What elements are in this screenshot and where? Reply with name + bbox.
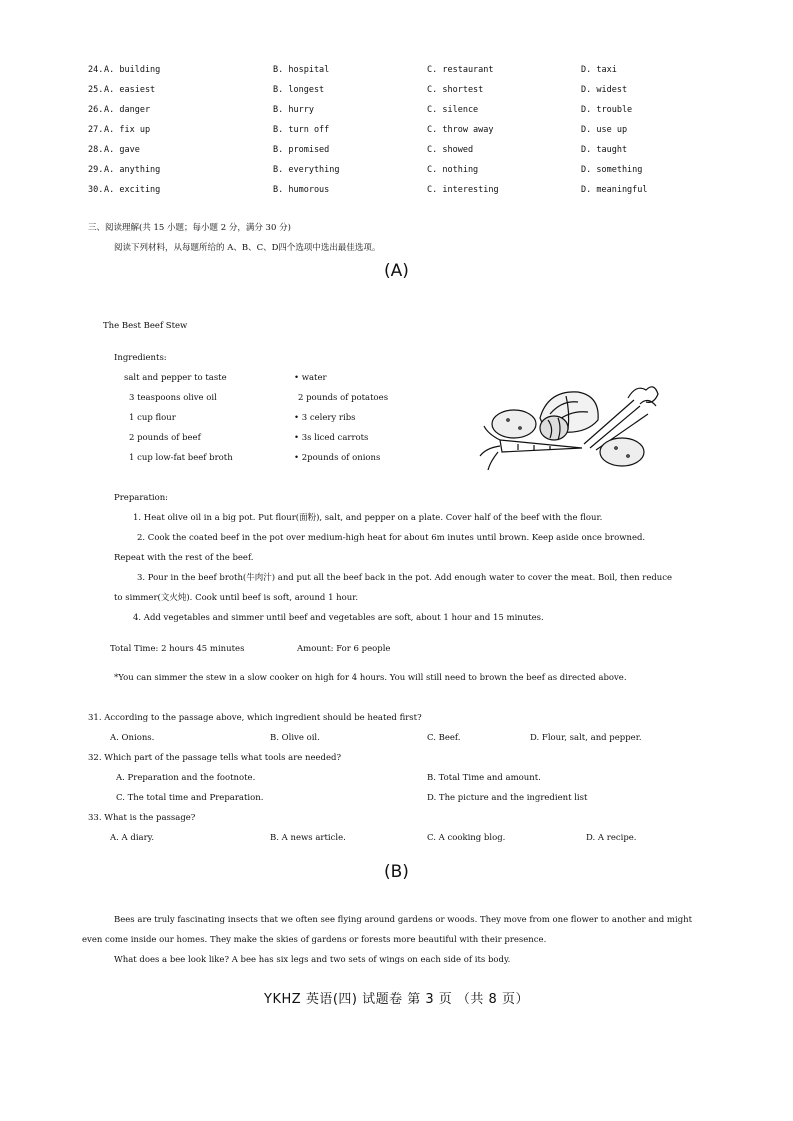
option-c: C. restaurant — [427, 65, 494, 75]
answer-option: B. A news article. — [270, 833, 346, 843]
option-d: D. use up — [581, 125, 628, 135]
option-a: A. easiest — [104, 85, 156, 95]
option-num: 25. — [88, 85, 104, 95]
option-a: A. danger — [104, 105, 151, 115]
ingredients-label: Ingredients: — [114, 353, 167, 363]
option-b: B. turn off — [273, 125, 330, 135]
option-d: D. something — [581, 165, 643, 175]
option-b: B. everything — [273, 165, 340, 175]
question-stem: 33. What is the passage? — [88, 813, 196, 823]
ingredient-item: • 3s liced carrots — [294, 433, 369, 443]
ingredient-item: 1 cup low-fat beef broth — [129, 453, 233, 463]
section-instruction: 阅读下列材料，从每题所给的 A、B、C、D四个选项中选出最佳选项。 — [114, 243, 381, 253]
section-heading: 三、阅读理解(共 15 小题；每小题 2 分，满分 30 分) — [88, 223, 291, 233]
option-c: C. nothing — [427, 165, 479, 175]
option-b: B. promised — [273, 145, 330, 155]
ingredient-item: • water — [294, 373, 327, 383]
option-b: B. humorous — [273, 185, 330, 195]
step-line: 2. Cook the coated beef in the pot over medium-high heat for about 6m inutes until brown. Keep aside once browned. — [137, 533, 646, 543]
ingredient-item: • 3 celery ribs — [294, 413, 356, 423]
question-stem: 31. According to the passage above, which ingredient should be heated first? — [88, 713, 422, 723]
vegetables-illustration — [478, 378, 660, 478]
step-line: 3. Pour in the beef broth(牛肉汁) and put all the beef back in the pot. Add enough water to cover the meat. Boil, then reduce — [137, 573, 673, 583]
onion-icon — [540, 416, 568, 440]
answer-option: A. Preparation and the footnote. — [116, 773, 256, 783]
option-c: C. silence — [427, 105, 479, 115]
option-d: D. meaningful — [581, 185, 648, 195]
question-stem: 32. Which part of the passage tells what tools are needed? — [88, 753, 342, 763]
preparation-label: Preparation: — [114, 493, 169, 503]
option-num: 26. — [88, 105, 104, 115]
paragraph-line: Bees are truly fascinating insects that we often see flying around gardens or woods. They move from one flower to another and might — [114, 915, 693, 925]
ingredient-item: salt and pepper to taste — [124, 373, 227, 383]
answer-option: A. A diary. — [110, 833, 155, 843]
answer-option: B. Total Time and amount. — [427, 773, 541, 783]
option-d: D. widest — [581, 85, 628, 95]
paragraph-line: even come inside our homes. They make the skies of gardens or forests more beautiful with their presence. — [82, 935, 547, 945]
passage-a-label: (A) — [384, 261, 409, 281]
total-time: Total Time: 2 hours 45 minutes — [110, 644, 245, 654]
option-a: A. anything — [104, 165, 161, 175]
recipe-title: The Best Beef Stew — [103, 321, 188, 331]
step-line: to simmer(文火炖). Cook until beef is soft, around 1 hour. — [114, 593, 359, 603]
option-c: C. shortest — [427, 85, 484, 95]
option-a: A. gave — [104, 145, 140, 155]
answer-option: D. Flour, salt, and pepper. — [530, 733, 642, 743]
page-footer: YKHZ 英语(四) 试题卷 第 3 页 （共 8 页） — [264, 992, 529, 1007]
answer-option: C. The total time and Preparation. — [116, 793, 264, 803]
option-num: 27. — [88, 125, 104, 135]
option-num: 24. — [88, 65, 104, 75]
option-b: B. hurry — [273, 105, 314, 115]
footnote: *You can simmer the stew in a slow cooker on high for 4 hours. You will still need to brown the beef as directed above. — [114, 673, 627, 683]
ingredient-item: • 2pounds of onions — [294, 453, 381, 463]
ingredient-item: 3 teaspoons olive oil — [129, 393, 217, 403]
option-a: A. fix up — [104, 125, 151, 135]
option-b: B. longest — [273, 85, 325, 95]
ingredient-item: 1 cup flour — [129, 413, 176, 423]
option-c: C. interesting — [427, 185, 499, 195]
option-c: C. showed — [427, 145, 474, 155]
step-line: Repeat with the rest of the beef. — [114, 553, 254, 563]
option-a: A. building — [104, 65, 161, 75]
answer-option: C. Beef. — [427, 733, 461, 743]
option-d: D. trouble — [581, 105, 633, 115]
paragraph-line: What does a bee look like? A bee has six legs and two sets of wings on each side of its body. — [114, 955, 511, 965]
option-num: 30. — [88, 185, 104, 195]
option-num: 29. — [88, 165, 104, 175]
option-d: D. taxi — [581, 65, 617, 75]
ingredient-item: 2 pounds of beef — [129, 433, 201, 443]
answer-option: B. Olive oil. — [270, 733, 320, 743]
step-line: 4. Add vegetables and simmer until beef and vegetables are soft, about 1 hour and 15 minutes. — [133, 613, 544, 623]
option-b: B. hospital — [273, 65, 330, 75]
answer-option: C. A cooking blog. — [427, 833, 506, 843]
step-line: 1. Heat olive oil in a big pot. Put flour(面粉), salt, and pepper on a plate. Cover half of the beef with the flour. — [133, 513, 603, 523]
answer-option: D. The picture and the ingredient list — [427, 793, 588, 803]
amount: Amount: For 6 people — [297, 644, 391, 654]
answer-option: D. A recipe. — [586, 833, 637, 843]
answer-option: A. Onions. — [110, 733, 155, 743]
option-a: A. exciting — [104, 185, 161, 195]
passage-b-label: (B) — [384, 862, 409, 882]
ingredient-item: 2 pounds of potatoes — [298, 393, 389, 403]
option-d: D. taught — [581, 145, 628, 155]
option-num: 28. — [88, 145, 104, 155]
option-c: C. throw away — [427, 125, 494, 135]
